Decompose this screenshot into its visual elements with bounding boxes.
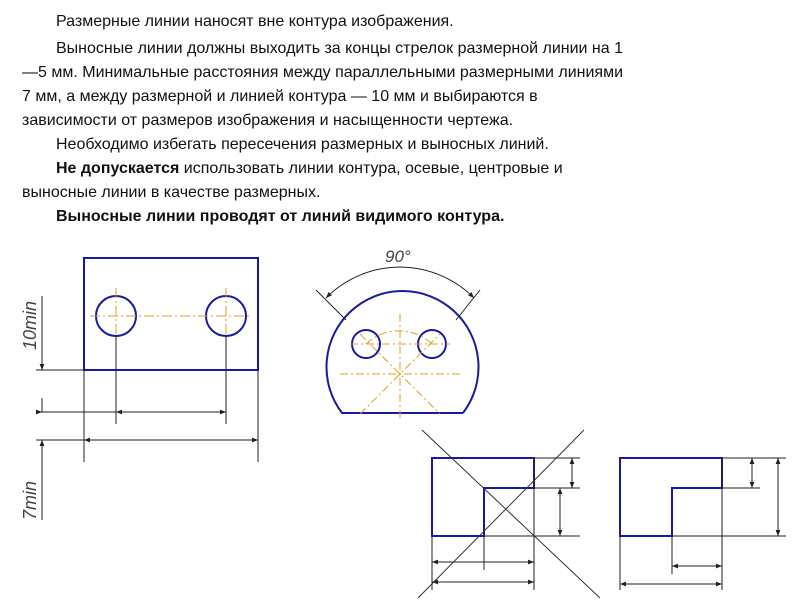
angle-ext-right <box>456 290 480 320</box>
round-contour <box>327 291 479 413</box>
cross-out-lines <box>418 430 600 598</box>
round-axis-lines <box>340 314 460 420</box>
paragraph-1: Размерные линии наносят вне контура изображения. <box>56 13 454 30</box>
angle-arc <box>326 267 474 298</box>
label-10min: 10min <box>20 300 40 350</box>
correct-dimensions <box>620 458 786 590</box>
paragraph-3: Необходимо избегать пересечения размерных и выносных линий. <box>56 136 549 153</box>
paragraph-4-line-2: выносные линии в качестве размерных. <box>22 184 321 201</box>
drawing-correct <box>620 458 786 590</box>
incorrect-contour <box>432 458 534 536</box>
paragraph-5: Выносные линии проводят от линий видимого контура. <box>56 208 505 225</box>
paragraph-2-line-3: 7 мм, а между размерной и линией контура — 10 мм и выбираются в <box>22 88 538 105</box>
correct-contour <box>620 458 722 536</box>
angle-ext-left <box>316 290 346 320</box>
angle-dimension <box>316 247 480 320</box>
paragraph-2-line-2: —5 мм. Минимальные расстояния между параллельными размерными линиями <box>22 64 624 81</box>
label-90-degrees: 90° <box>385 247 411 266</box>
drawing-incorrect <box>418 430 600 598</box>
label-7min: 7min <box>20 480 40 520</box>
drawing-round-part <box>316 247 480 420</box>
plate-dimensions <box>20 296 258 520</box>
incorrect-dimensions <box>432 458 580 590</box>
paragraph-2-line-1: Выносные линии должны выходить за концы стрелок размерной линии на 1 <box>56 40 623 57</box>
drawing-plate <box>20 258 258 520</box>
paragraph-2-line-4: зависимости от размеров изображения и насыщенности чертежа. <box>22 112 514 129</box>
paragraph-4-emphasis: Не допускается <box>56 160 180 177</box>
paragraph-4-rest: использовать линии контура, осевые, центровые и <box>179 160 563 177</box>
plate-contour <box>84 258 258 370</box>
